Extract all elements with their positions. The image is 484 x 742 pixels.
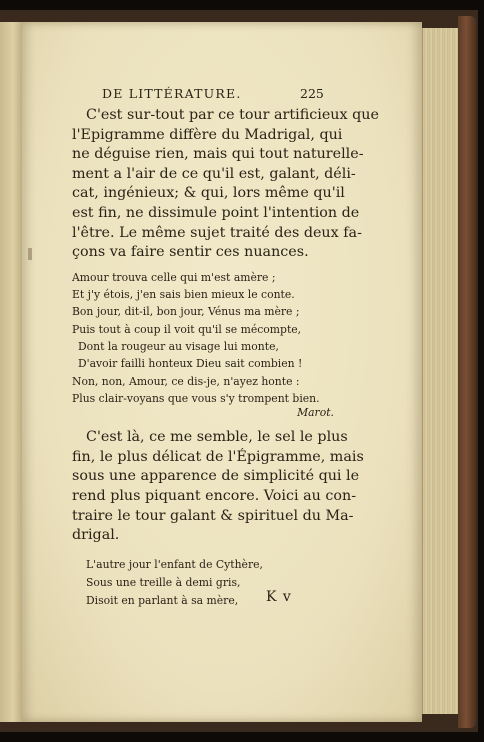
cover-edge <box>458 16 476 728</box>
page-stack-edges <box>422 28 459 714</box>
paragraph-2 <box>72 428 364 546</box>
poem-line: Bon jour, dit-il, bon jour, Vénus ma mère ; <box>72 305 300 319</box>
paragraph-line: C'est là, ce me semble, le sel le plus <box>86 429 348 446</box>
poem-line: D'avoir failli honteux Dieu sait combien ! <box>78 357 303 371</box>
poem-marot <box>72 269 334 420</box>
paragraph-line: rend plus piquant encore. Voici au con- <box>72 487 357 504</box>
paragraph-line: fin, le plus délicat de l'Épigramme, mais <box>72 448 364 465</box>
poem-line: Puis tout à coup il voit qu'il se mécompte, <box>72 322 302 336</box>
poem-cythere <box>72 556 334 610</box>
poem-line: Disoit en parlant à sa mère, <box>86 593 239 607</box>
paragraph-line: l'Epigramme diffère du Madrigal, qui <box>72 126 343 143</box>
running-title: DE LITTÉRATURE. <box>102 86 242 101</box>
paragraph-1 <box>72 106 379 263</box>
paragraph-line: çons va faire sentir ces nuances. <box>72 244 309 261</box>
poem-line: Dont la rougeur au visage lui monte, <box>78 339 279 353</box>
poem-line: Non, non, Amour, ce dis-je, n'ayez honte : <box>72 374 300 388</box>
paragraph-line: ment a l'air de ce qu'il est, galant, déli- <box>72 165 356 182</box>
margin-mark <box>28 248 32 260</box>
paragraph-line: C'est sur-tout par ce tour artificieux que <box>86 107 379 123</box>
poem-attribution: Marot. <box>297 406 334 420</box>
paragraph-line: cat, ingénieux; & qui, lors même qu'il <box>72 185 345 202</box>
poem-line: Plus clair-voyans que vous s'y trompent bien. <box>72 391 320 405</box>
poem-line: L'autre jour l'enfant de Cythère, <box>86 557 263 571</box>
paragraph-line: drigal. <box>72 527 120 544</box>
signature-mark: K v <box>266 589 292 605</box>
poem-line: Sous une treille à demi gris, <box>86 575 241 589</box>
page-number: 225 <box>300 86 324 101</box>
page-text <box>72 86 379 610</box>
paragraph-line: est fin, ne dissimule point l'intention de <box>72 204 360 221</box>
paragraph-line: l'être. Le même sujet traité des deux fa- <box>72 224 362 241</box>
poem-line: Amour trouva celle qui m'est amère ; <box>72 270 276 284</box>
running-header <box>72 86 334 106</box>
facing-page-edge <box>0 22 23 722</box>
poem-line: Et j'y étois, j'en sais bien mieux le conte. <box>72 288 295 302</box>
paragraph-line: traire le tour galant & spirituel du Ma- <box>72 507 354 524</box>
paragraph-line: sous une apparence de simplicité qui le <box>72 468 360 485</box>
paragraph-line: ne déguise rien, mais qui tout naturelle- <box>72 146 364 163</box>
